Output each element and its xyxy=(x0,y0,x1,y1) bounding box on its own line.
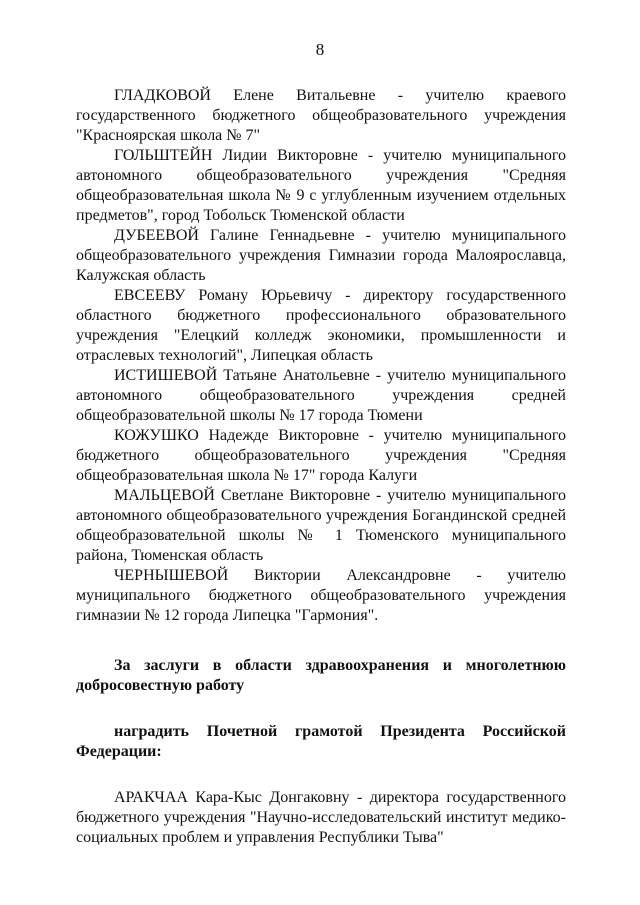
award-entry-dubeeva: ДУБЕЕВОЙ Галине Геннадьевне - учителю муниципального общеобразовательного учреждения Гимназии города Малоярославца, Калужская область xyxy=(76,227,566,284)
page-number: 8 xyxy=(315,40,325,59)
award-entry-istisheva: ИСТИШЕВОЙ Татьяне Анатольевне - учителю муниципального автономного общеобразовательного учреждения средней общеобразовательной школы № 17 города Тюмени xyxy=(76,367,566,424)
award-entry-chernysheva: ЧЕРНЫШЕВОЙ Виктории Александровне - учителю муниципального бюджетного общеобразовательного учреждения гимназии № 12 города Липецка "Гармония". xyxy=(76,567,566,624)
document-body xyxy=(76,86,566,848)
section-heading: За заслуги в области здравоохранения и многолетнюю добросовестную работу xyxy=(76,657,566,694)
award-entry-golshtein: ГОЛЬШТЕЙН Лидии Викторовне - учителю муниципального автономного общеобразовательного учреждения "Средняя общеобразовательная школа № 9 с углубленным изучением отдельных предметов", город Тобольск Тюменской области xyxy=(76,147,566,224)
award-entry-gladkova: ГЛАДКОВОЙ Елене Витальевне - учителю краевого государственного бюджетного общеобразовательного учреждения "Красноярская школа № 7" xyxy=(76,87,566,144)
award-entry-evseev: ЕВСЕЕВУ Роману Юрьевичу - директору государственного областного бюджетного профессионального образовательного учреждения "Елецкий колледж экономики, промышленности и отраслевых технологий", Липецкая область xyxy=(76,287,566,364)
award-entry-maltseva: МАЛЬЦЕВОЙ Светлане Викторовне - учителю муниципального автономного общеобразовательного учреждения Богандинской средней общеобразовательной школы № 1 Тюменского муниципального района, Тюменская область xyxy=(76,487,566,564)
award-entry-arakchaa: АРАКЧАА Кара-Кыс Донгаковну - директора государственного бюджетного учреждения "Научно-исследовательский институт медико-социальных проблем и управления Республики Тыва" xyxy=(76,789,566,846)
award-entry-kozhushko: КОЖУШКО Надежде Викторовне - учителю муниципального бюджетного общеобразовательного учреждения "Средняя общеобразовательная школа № 17" города Калуги xyxy=(76,427,566,484)
award-decision-heading: наградить Почетной грамотой Президента Российской Федерации: xyxy=(76,723,566,760)
